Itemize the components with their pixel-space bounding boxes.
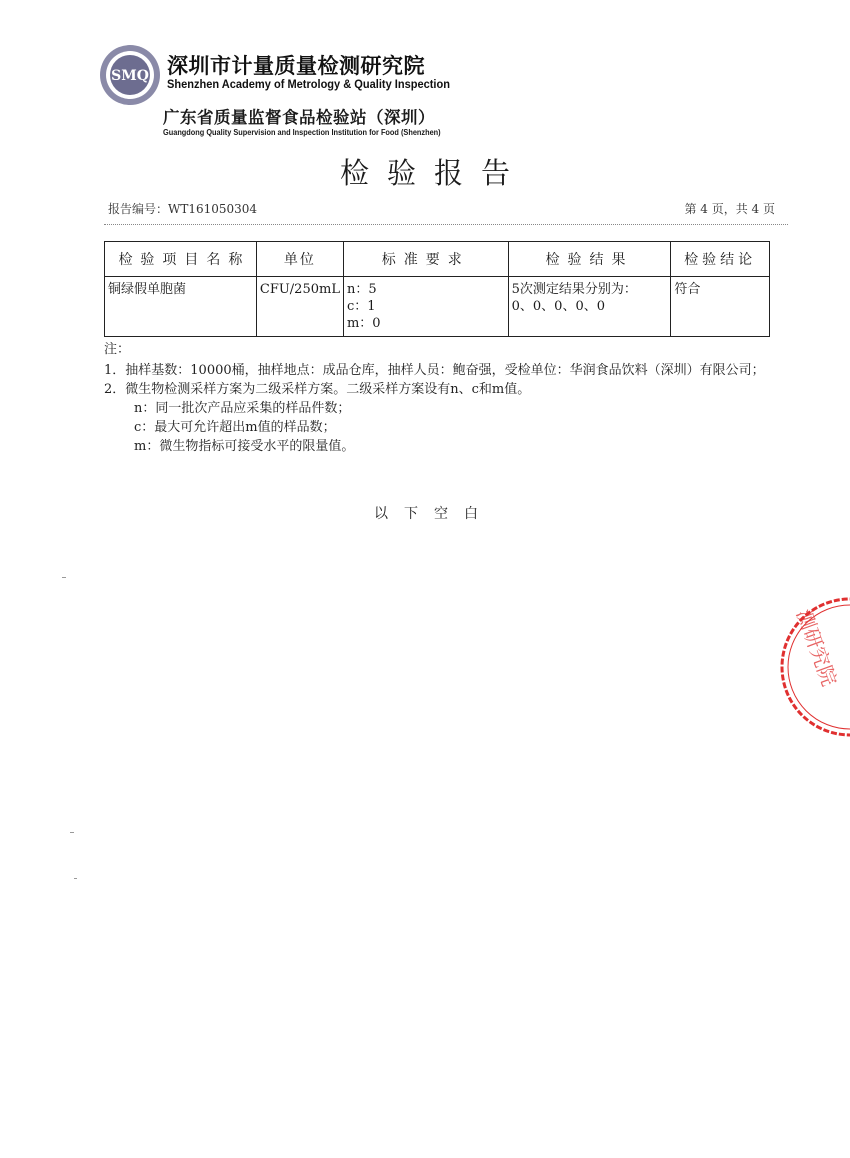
- result-line-1: 5次测定结果分别为：: [511, 282, 637, 297]
- scan-speck: [62, 577, 66, 578]
- cell-item-name: 铜绿假单胞菌: [105, 277, 257, 337]
- scan-speck: [70, 832, 74, 833]
- notes-label: 注：: [104, 342, 131, 357]
- std-c: c：1: [346, 299, 376, 314]
- note-n-definition: n：同一批次产品应采集的样品件数；: [134, 401, 351, 416]
- header-result: 检验结果: [508, 242, 671, 277]
- report-title: 检验报告: [339, 156, 528, 190]
- report-number: 报告编号：WT161050304: [108, 202, 258, 216]
- cell-result: [508, 277, 671, 337]
- note-item-2: 2．微生物检测采样方案为二级采样方案。二级采样方案设有n、c和m值。: [104, 382, 531, 397]
- header-conclusion: 检验结论: [671, 242, 770, 277]
- org-name-cn: 深圳市计量质量检测研究院: [167, 54, 425, 78]
- station-name-cn: 广东省质量监督食品检验站（深圳）: [163, 108, 435, 127]
- logo-text: SMQ: [111, 68, 149, 84]
- header-item-name: 检验项目名称: [105, 242, 257, 277]
- blank-below-text: 以下空白: [374, 506, 494, 522]
- official-seal: [770, 590, 850, 745]
- station-name-en: Guangdong Quality Supervision and Inspection Institution for Food (Shenzhen): [163, 128, 441, 137]
- note-c-definition: c：最大可允许超出m值的样品数；: [134, 420, 336, 435]
- inspection-table: [104, 241, 770, 337]
- org-name-en: Shenzhen Academy of Metrology & Quality Inspection: [167, 79, 451, 91]
- header-standard: 标准要求: [343, 242, 508, 277]
- scan-speck: [74, 878, 77, 879]
- page-info: 第 4 页，共 4 页: [684, 202, 775, 216]
- cell-standard: [343, 277, 508, 337]
- note-item-1: 1．抽样基数：10000桶，抽样地点：成品仓库，抽样人员：鲍奋强，受检单位：华润食品饮料（深圳）有限公司；: [104, 363, 765, 378]
- table-header-row: [105, 242, 770, 277]
- note-m-definition: m：微生物指标可接受水平的限量值。: [134, 439, 355, 454]
- notes-section: [104, 340, 772, 456]
- cell-unit: CFU/250mL: [256, 277, 343, 337]
- seal-text: 测研究院: [791, 605, 842, 690]
- table-row: [105, 277, 770, 337]
- result-line-2: 0、0、0、0、0: [511, 299, 605, 314]
- header-unit: 单位: [256, 242, 343, 277]
- cell-conclusion: 符合: [671, 277, 770, 337]
- dotted-divider: [104, 224, 788, 225]
- smq-logo: [99, 44, 161, 106]
- std-n: n：5: [346, 282, 377, 297]
- std-m: m：0: [346, 316, 381, 331]
